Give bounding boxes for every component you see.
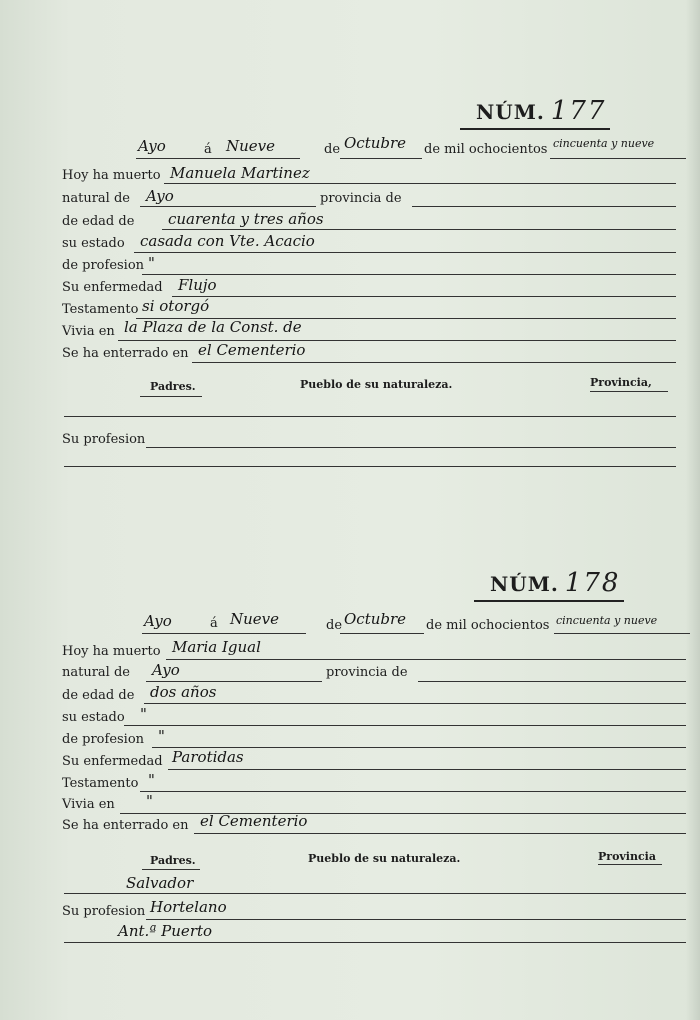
enfermedad-value: Parotidas	[172, 748, 244, 766]
year-suffix: cincuenta y nueve	[556, 614, 658, 627]
enterrado-value: el Cementerio	[200, 812, 308, 830]
place-value: Ayo	[138, 137, 166, 155]
register-page: NÚM. 177 Ayo á Nueve de Octubre de mil ochocientos cincuenta y nueve Hoy ha muerto Manuela Martinez natural de Ayo provincia de de edad de cuarenta y tres años su estado casada con Vte. Acacio de profesion " Su enfermedad Flujo Testamento si otorgó Vivia en la Plaza de la Const. de Se ha enterrado en el Cementerio Padres. Pueblo de su naturaleza. Provincia, Su profesion NÚM. 178 Ayo á Nueve de Octubre de mil ochocientos cincuenta y nueve Hoy ha muerto Maria Igual natural de Ayo provincia de de edad de dos años su estado " de profesion " Su enfermedad Parotidas Testamento " Vivia en " Se ha enterrado en el Cementerio Padres. Pueblo de su naturaleza. Provincia Salvador Su profesion Hortelano Ant.ª Puerto	[0, 0, 700, 1020]
natural-value: Ayo	[152, 661, 180, 679]
num-value: 178	[564, 568, 621, 598]
place-value: Ayo	[144, 612, 172, 630]
su-profesion-value: Hortelano	[150, 898, 227, 916]
month-value: Octubre	[344, 134, 407, 152]
dead-label: Hoy ha muerto	[62, 644, 161, 659]
entry-number	[476, 96, 606, 126]
page-edge-shadow	[686, 0, 700, 1020]
estado-value: "	[140, 705, 147, 723]
madre-value: Ant.ª Puerto	[118, 922, 213, 940]
month-value: Octubre	[344, 610, 407, 628]
estado-label: su estado	[62, 236, 125, 251]
profesion-value: "	[158, 727, 165, 745]
padres-header: Padres.	[150, 854, 196, 867]
provincia-label: provincia de	[320, 191, 402, 206]
padres-header: Padres.	[150, 380, 196, 393]
entry-number	[490, 568, 620, 598]
profesion-label: de profesion	[62, 258, 145, 273]
estado-value: casada con Vte. Acacio	[140, 232, 315, 250]
provincia-header: Provincia,	[590, 376, 652, 389]
enfermedad-label: Su enfermedad	[62, 280, 163, 295]
year-prefix: de mil ochocientos	[426, 618, 550, 633]
pueblo-header: Pueblo de su naturaleza.	[308, 852, 461, 865]
dead-value: Manuela Martinez	[170, 164, 310, 182]
enfermedad-value: Flujo	[178, 276, 217, 294]
profesion-value: "	[148, 254, 155, 272]
de-label: de	[324, 142, 341, 157]
dead-value: Maria Igual	[172, 638, 261, 656]
testamento-value: "	[148, 771, 155, 789]
enfermedad-label: Su enfermedad	[62, 754, 163, 769]
enterrado-label: Se ha enterrado en	[62, 346, 189, 361]
num-underline	[474, 600, 624, 602]
num-label: NÚM.	[490, 572, 559, 596]
testamento-label: Testamento	[62, 776, 139, 791]
enterrado-value: el Cementerio	[198, 341, 306, 359]
pueblo-header: Pueblo de su naturaleza.	[300, 378, 453, 391]
provincia-label: provincia de	[326, 665, 408, 680]
natural-value: Ayo	[146, 187, 174, 205]
enterrado-label: Se ha enterrado en	[62, 818, 189, 833]
age-value: cuarenta y tres años	[168, 210, 324, 228]
vivia-value: la Plaza de la Const. de	[124, 318, 302, 336]
profesion-label: de profesion	[62, 732, 145, 747]
num-underline	[460, 128, 610, 130]
age-value: dos años	[150, 683, 217, 701]
year-prefix: de mil ochocientos	[424, 142, 548, 157]
age-label: de edad de	[62, 688, 135, 703]
estado-label: su estado	[62, 710, 125, 725]
vivia-value: "	[146, 792, 153, 810]
padres-value: Salvador	[126, 874, 194, 892]
dead-label: Hoy ha muerto	[62, 168, 161, 183]
day-value: Nueve	[230, 610, 280, 628]
vivia-label: Vivia en	[62, 797, 115, 812]
num-value: 177	[550, 96, 607, 126]
day-value: Nueve	[226, 137, 276, 155]
de-label: de	[326, 618, 343, 633]
natural-label: natural de	[62, 665, 130, 680]
year-suffix: cincuenta y nueve	[553, 137, 655, 150]
age-label: de edad de	[62, 214, 135, 229]
testamento-value: si otorgó	[142, 297, 210, 315]
num-label: NÚM.	[476, 100, 545, 124]
natural-label: natural de	[62, 191, 130, 206]
testamento-label: Testamento	[62, 302, 139, 317]
su-profesion-label: Su profesion	[62, 432, 146, 447]
provincia-header: Provincia	[598, 850, 656, 863]
vivia-label: Vivia en	[62, 324, 115, 339]
su-profesion-label: Su profesion	[62, 904, 146, 919]
